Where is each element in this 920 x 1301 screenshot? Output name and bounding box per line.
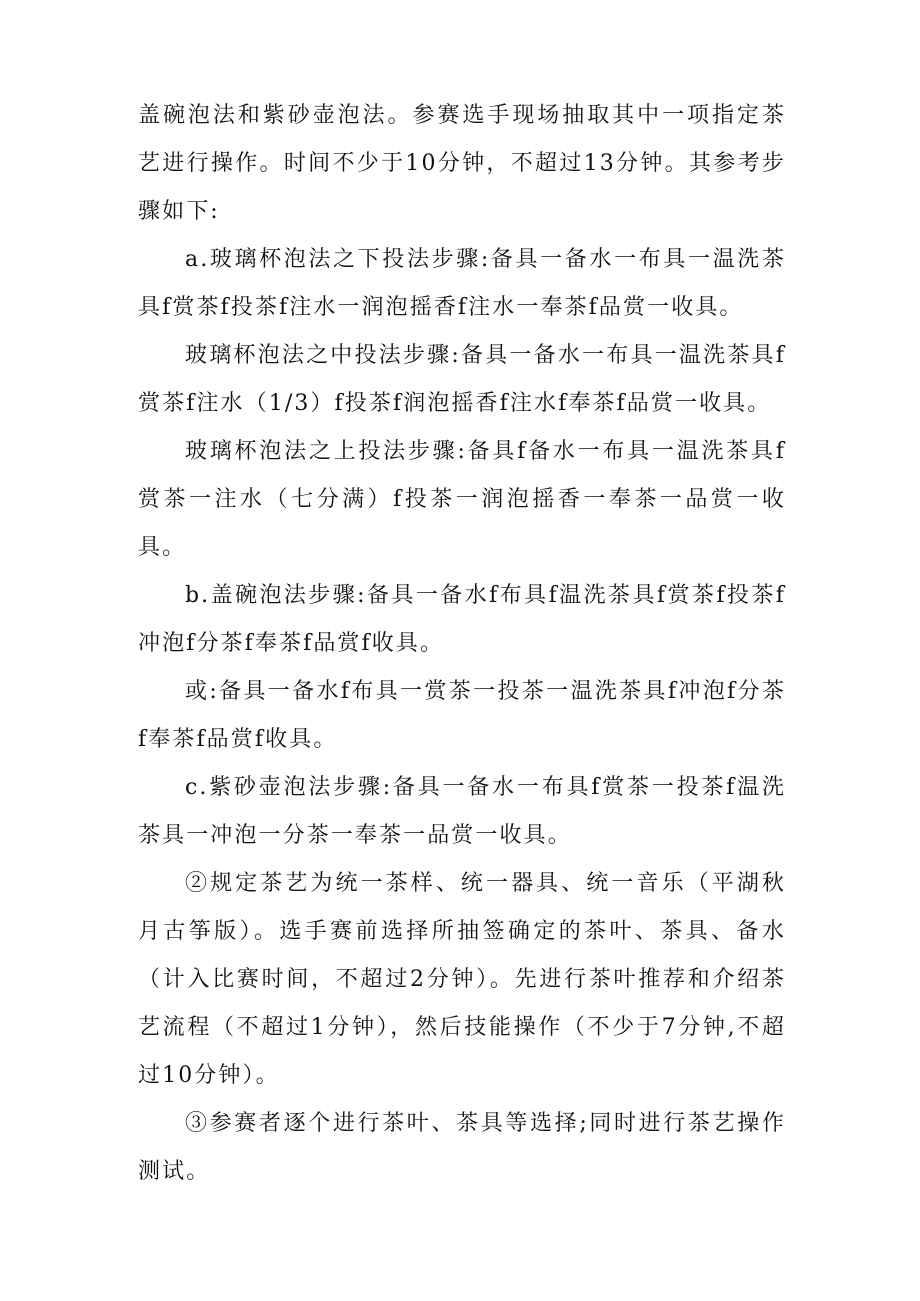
paragraph-glass-cup-middle-method: 玻璃杯泡法之中投法步骤:备具一备水一布具一温洗茶具f赏茶f注水（1/3）f投茶f润泡摇香f注水f奉茶f品赏一收具。 xyxy=(138,343,786,416)
paragraph-rule-2: ②规定茶艺为统一茶样、统一器具、统一音乐（平湖秋月古筝版）。选手赛前选择所抽签确定的茶叶、茶具、备水（计入比赛时间，不超过2分钟）。先进行茶叶推荐和介绍茶艺流程（不超过1分钟），然后技能操作（不少于7分钟,不超过10分钟）。 xyxy=(138,871,786,1088)
paragraph-glass-cup-top-method: 玻璃杯泡法之上投法步骤:备具f备水一布具一温洗茶具f赏茶一注水（七分满）f投茶一润泡摇香一奉茶一品赏一收具。 xyxy=(138,439,786,560)
document-body xyxy=(138,92,786,1196)
paragraph-glass-cup-bottom-method: a.玻璃杯泡法之下投法步骤:备具一备水一布具一温洗茶具f赏茶f投茶f注水一润泡摇香f注水一奉茶f品赏一收具。 xyxy=(138,247,786,320)
paragraph-zisha-teapot-method: c.紫砂壶泡法步骤:备具一备水一布具f赏茶一投茶f温洗茶具一冲泡一分茶一奉茶一品赏一收具。 xyxy=(138,775,786,848)
paragraph-intro: 盖碗泡法和紫砂壶泡法。参赛选手现场抽取其中一项指定茶艺进行操作。时间不少于10分钟，不超过13分钟。其参考步骤如下: xyxy=(138,103,786,224)
paragraph-gaiwan-alternative: 或:备具一备水f布具一赏茶一投茶一温洗茶具f冲泡f分茶f奉茶f品赏f收具。 xyxy=(138,679,786,752)
paragraph-gaiwan-method: b.盖碗泡法步骤:备具一备水f布具f温洗茶具f赏茶f投茶f冲泡f分茶f奉茶f品赏f收具。 xyxy=(138,583,786,656)
paragraph-rule-3: ③参赛者逐个进行茶叶、茶具等选择;同时进行茶艺操作测试。 xyxy=(138,1111,786,1184)
